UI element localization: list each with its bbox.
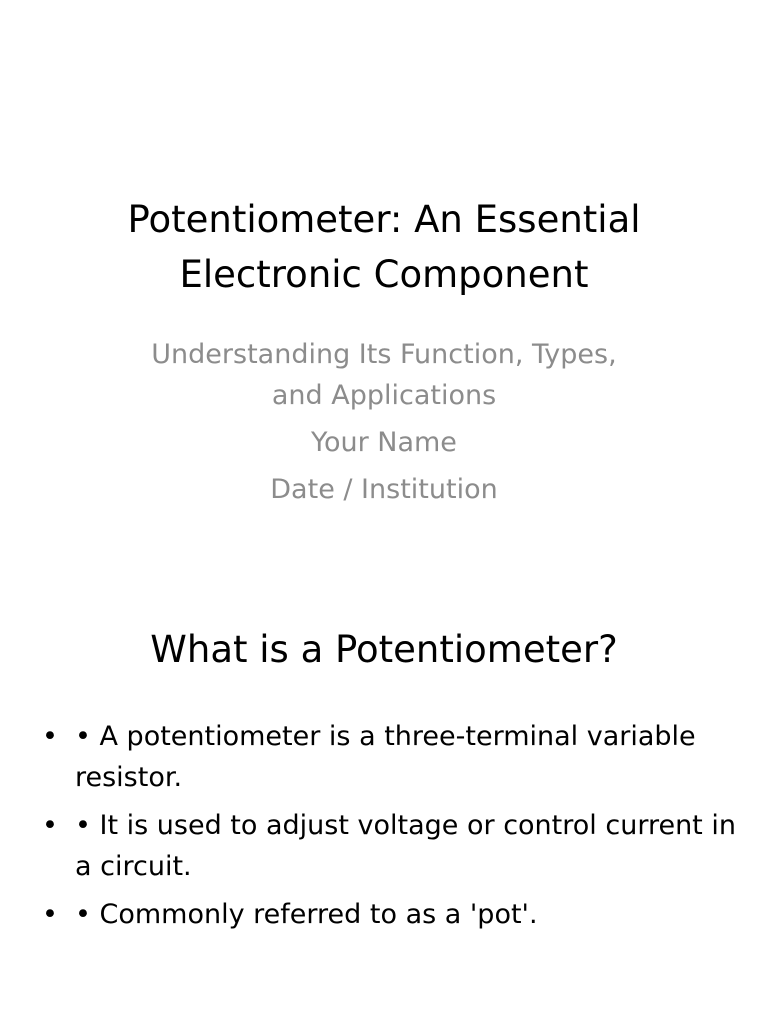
bullet-text: • A potentiometer is a three-terminal variable resistor. — [75, 721, 696, 793]
slide-title-line-1: Potentiometer: An Essential — [127, 198, 641, 241]
bullet-icon: • — [42, 899, 58, 930]
bullet-list — [38, 716, 738, 942]
subtitle-text — [115, 334, 653, 416]
slide-subtitle — [115, 334, 653, 510]
list-item — [38, 716, 738, 798]
slide-title-line-2: Electronic Component — [179, 253, 589, 296]
bullet-text: • Commonly referred to as a 'pot'. — [75, 899, 538, 930]
slide-title — [58, 192, 710, 302]
subtitle-line-1: Understanding Its Function, Types, — [151, 339, 617, 370]
content-slide — [0, 576, 768, 1024]
list-item — [38, 805, 738, 887]
bullet-text: • It is used to adjust voltage or control current in a circuit. — [75, 810, 736, 882]
date-institution: Date / Institution — [270, 474, 498, 505]
content-slide-title: What is a Potentiometer? — [150, 628, 618, 671]
list-item — [38, 894, 738, 935]
bullet-icon: • — [42, 721, 58, 752]
bullet-icon: • — [42, 810, 58, 841]
author-name: Your Name — [311, 427, 457, 458]
subtitle-line-2: and Applications — [271, 380, 497, 411]
